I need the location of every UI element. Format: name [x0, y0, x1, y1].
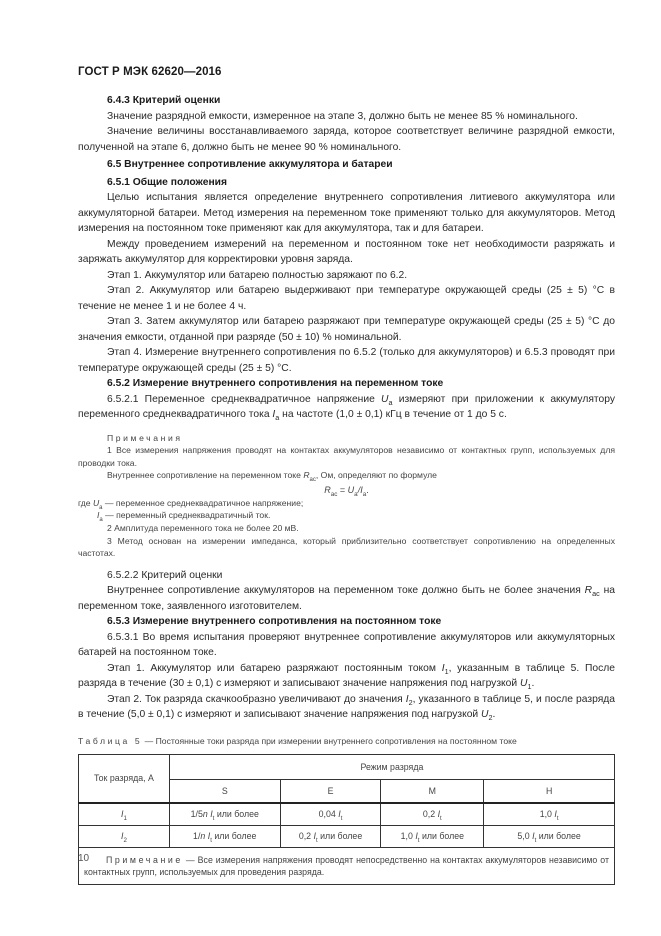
table-cell: 0,2 $I_t$: [381, 803, 484, 826]
section-6-5-3-1-para: 6.5.3.1 Во время испытания проверяют внутреннее сопротивление аккумуляторов или аккумуляторных батарей на постоянном токе.: [78, 631, 615, 659]
section-6-5-3-title: 6.5.3 Измерение внутреннего сопротивления на постоянном токе: [107, 616, 442, 628]
table-cell: 0,2 $I_t$ или более: [280, 825, 381, 847]
where-ia: $I_a$ — переменный среднеквадратичный ток.: [97, 510, 271, 524]
table-5-note: Примечание — Все измерения напряжения проводят непосредственно на контактах аккумуляторов независимо от контактных групп, используемых для проведения разряда.: [79, 847, 615, 884]
section-6-4-3-para-2: Значение величины восстанавливаемого заряда, которое соответствует величине разрядной емкости, полученной на этапе 6, должно быть не менее 90 % номинального.: [78, 126, 615, 153]
table-cell: 0,04 $I_t$: [280, 803, 381, 826]
section-6-5-2-1-para: 6.5.2.1 Переменное среднеквадратичное напряжение $U_a$ измеряют при приложении к аккумулятору переменного среднеквадратичного тока $I_a$ на частоте (1,0 ± 0,1) кГц в течение от 1 до 5 с.: [78, 393, 615, 422]
header-mode-m: M: [381, 779, 484, 803]
section-6-4-3-para-1: Значение разрядной емкости, измеренное на этапе 3, должно быть не менее 85 % номинального.: [107, 110, 578, 122]
header-discharge-mode: Режим разряда: [169, 754, 614, 779]
table-cell: 1,0 $I_t$ или более: [381, 825, 484, 847]
section-6-5-title: 6.5 Внутреннее сопротивление аккумулятора и батареи: [107, 159, 393, 170]
table-row: [79, 825, 615, 847]
dc-stage-2: Этап 2. Ток разряда скачкообразно увеличивают до значения $I_2$, указанного в таблице 5, и после разряда в течение (5,0 ± 0,1) с измеряют и записывают значение напряжения под нагрузкой $U_2$.: [78, 693, 616, 723]
formula-rac: $R_{ac} = U_a/I_a$.: [324, 484, 369, 498]
section-6-5-1-title: 6.5.1 Общие положения: [107, 176, 227, 188]
section-6-5-1-para-2: Между проведением измерений на переменном и постоянном токе нет необходимости разряжать и заряжать аккумулятор для корректировки уровня заряда.: [78, 238, 615, 265]
dc-stage-1: Этап 1. Аккумулятор или батарею разряжают постоянным током $I_1$, указанным в таблице 5. После разряда в течение (30 ± 0,1) с измеряют и записывают значение напряжения под нагрузкой $U_1$.: [78, 662, 615, 692]
row-label-i2: $I_2$: [79, 825, 170, 847]
stage-2: Этап 2. Аккумулятор или батарею выдерживают при температуре окружающей среды (25 ± 5) °С в течение не менее 1 и не более 4 ч.: [78, 285, 615, 312]
header-discharge-current: Ток разряда, А: [79, 754, 170, 803]
table-row: [79, 803, 615, 826]
section-6-5-1-para-1: Целью испытания является определение внутреннего сопротивления литиевого аккумулятора или аккумуляторной батареи. Метод измерения на переменном токе применяют только для аккумуляторов. Метод измерения на постоянном токе применяют как для аккумулятора, так и для батареи.: [78, 192, 615, 234]
table-cell: 1/5n $I_t$ или более: [169, 803, 280, 826]
header-mode-s: S: [169, 779, 280, 803]
document-page: [78, 66, 615, 885]
header-mode-e: E: [280, 779, 381, 803]
stage-1: Этап 1. Аккумулятор или батарею полностью заряжают по 6.2.: [107, 269, 408, 281]
where-ua: где $U_a$ — переменное среднеквадратичное напряжение;: [78, 497, 304, 511]
row-label-i1: $I_1$: [79, 803, 170, 826]
table-cell: 5,0 $I_t$ или более: [484, 825, 615, 847]
section-6-5-2-2-title: 6.5.2.2 Критерий оценки: [107, 569, 223, 581]
table-5-caption: Таблица 5 — Постоянные токи разряда при измерении внутреннего сопротивления на постоянном токе: [78, 735, 517, 746]
document-header: ГОСТ Р МЭК 62620—2016: [78, 66, 222, 78]
section-6-4-3-title: 6.4.3 Критерий оценки: [107, 95, 221, 106]
section-6-5-2-2-para: Внутреннее сопротивление аккумуляторов на переменном токе должно быть не более значения $R_{ac}$ на переменном токе, заявленного изготовителем.: [78, 585, 615, 612]
formula-intro: Внутреннее сопротивление на переменном токе $R_{ac}$, Ом, определяют по формуле: [107, 470, 437, 484]
header-mode-h: H: [484, 779, 615, 803]
page-number: 10: [78, 853, 90, 864]
note-1: 1 Все измерения напряжения проводят на контактах аккумуляторов независимо от контактных групп, используемых для проводки тока.: [78, 445, 615, 468]
table-cell: 1,0 $I_t$: [484, 803, 615, 826]
stage-4: Этап 4. Измерение внутреннего сопротивления по 6.5.2 (только для аккумуляторов) и 6.5.3 проводят при температуре окружающей среды (25 ± 5) °С.: [78, 347, 615, 374]
stage-3: Этап 3. Затем аккумулятор или батарею разряжают при температуре окружающей среды (25 ± 5) °С до значения емкости, отданной при разряде (50 ± 10) % номинальной.: [78, 316, 615, 343]
note-3: 3 Метод основан на измерении импеданса, который приблизительно соответствует сопротивлению на определенных частотах.: [78, 535, 615, 559]
note-2: 2 Амплитуда переменного тока не более 20 мВ.: [107, 523, 299, 534]
section-6-5-2-title: 6.5.2 Измерение внутреннего сопротивления на переменном токе: [107, 378, 444, 389]
table-5: [78, 754, 615, 885]
table-cell: 1/n $I_t$ или более: [169, 825, 280, 847]
notes-label: Примечания: [107, 432, 183, 443]
